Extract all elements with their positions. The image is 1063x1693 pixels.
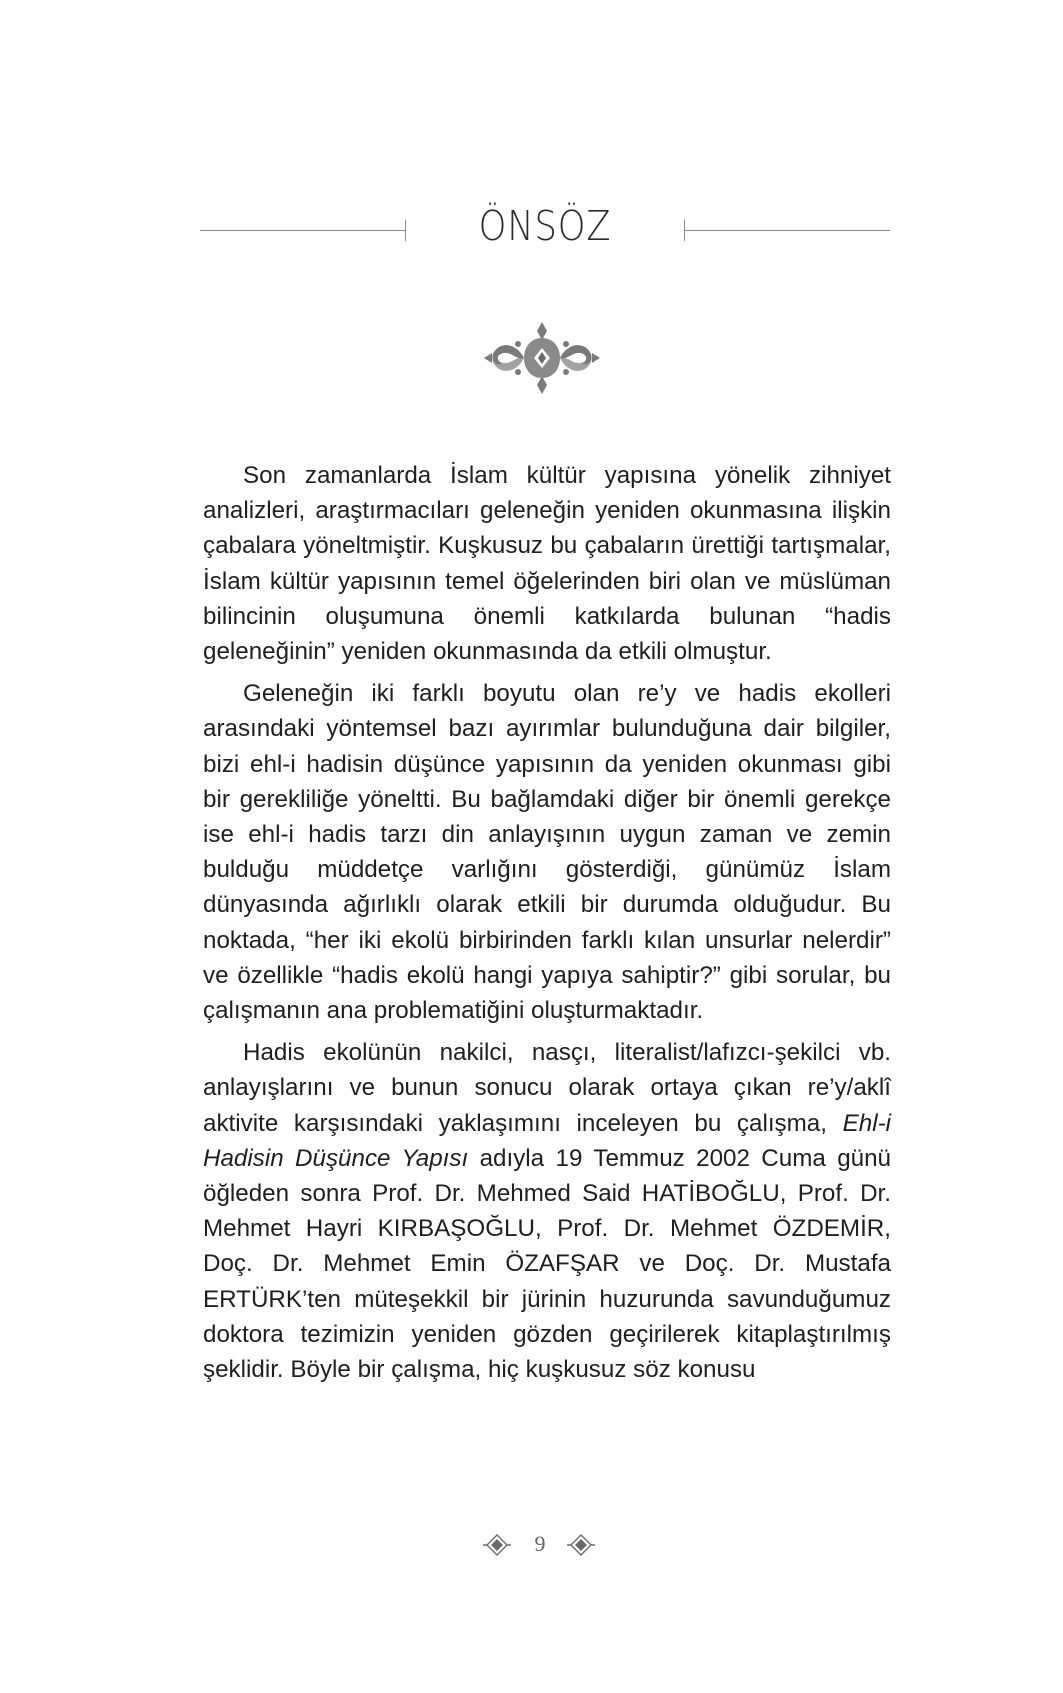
thesis-title: Ehl-i Hadisin Düşünce Yapısı [203, 1109, 891, 1172]
paragraph-2: Geleneğin iki farklı boyutu olan re’y ve hadis ekolleri arasındaki yöntemsel bazı ayırımlar bulunduğuna dair bilgiler, bizi ehl-i hadisin düşünce yapısının da yeniden okunması gibi bir gerekliliğe yöneltti. Bu bağlamdaki diğer bir önemli gerekçe ise ehl-i hadis tarzı din anlayışının uygun zaman ve zemin bulduğu müddetçe varlığını gösterdiği, günümüz İslam dünyasında ağırlıklı olarak etkili bir durumda olduğudur. Bu noktada, “her iki ekolü birbirinden farklı kılan unsurlar nelerdir” ve özellikle “hadis ekolü hangi yapıya sahiptir?” gibi sorular, bu çalışmanın ana problematiğini oluşturmaktadır. [203, 680, 891, 1025]
arabesque-ornament-icon [484, 322, 600, 394]
preface-body [203, 458, 891, 1394]
page-title: ÖNSÖZ [478, 202, 612, 250]
paragraph-3 [203, 1035, 891, 1387]
paragraph-3-end: adıyla 19 Temmuz 2002 Cuma günü öğleden sonra Prof. Dr. Mehmed Said HATİBOĞLU, Prof. Dr. Mehmet Hayri KIRBAŞOĞLU, Prof. Dr. Mehmet ÖZDEMİR, Doç. Dr. Mehmet Emin ÖZAFŞAR ve Doç. Dr. Mustafa ERTÜRK’ten müteşekkil bir jürinin huzurunda savunduğumuz doktora tezimizin yeniden gözden geçirilerek kitaplaştırılmış şeklidir. Böyle bir çalışma, hiç kuşkusuz söz konusu [203, 1144, 891, 1384]
page-footer [0, 1527, 1063, 1567]
title-row [200, 202, 890, 262]
diamond-flourish-icon [483, 1531, 511, 1559]
paragraph-3-start: Hadis ekolünün nakilci, nasçı, literalist/lafızcı-şekilci vb. anlayışlarını ve bunun sonucu olarak ortaya çıkan re’y/aklî aktivite karşısındaki yaklaşımını inceleyen bu çalışma, [203, 1039, 891, 1137]
page-number: 9 [534, 1531, 546, 1556]
title-rule-right [685, 230, 890, 231]
diamond-flourish-icon [567, 1531, 595, 1559]
paragraph-1: Son zamanlarda İslam kültür yapısına yönelik zihniyet analizleri, araştırmacıları geleneğin yeniden okunmasına ilişkin çabalara yöneltmiştir. Kuşkusuz bu çabaların ürettiği tartışmalar, İslam kültür yapısının temel öğelerinden biri olan ve müslüman bilincinin oluşumuna önemli katkılarda bulunan “hadis geleneğinin” yeniden okunmasında da etkili olmuştur. [203, 462, 891, 666]
